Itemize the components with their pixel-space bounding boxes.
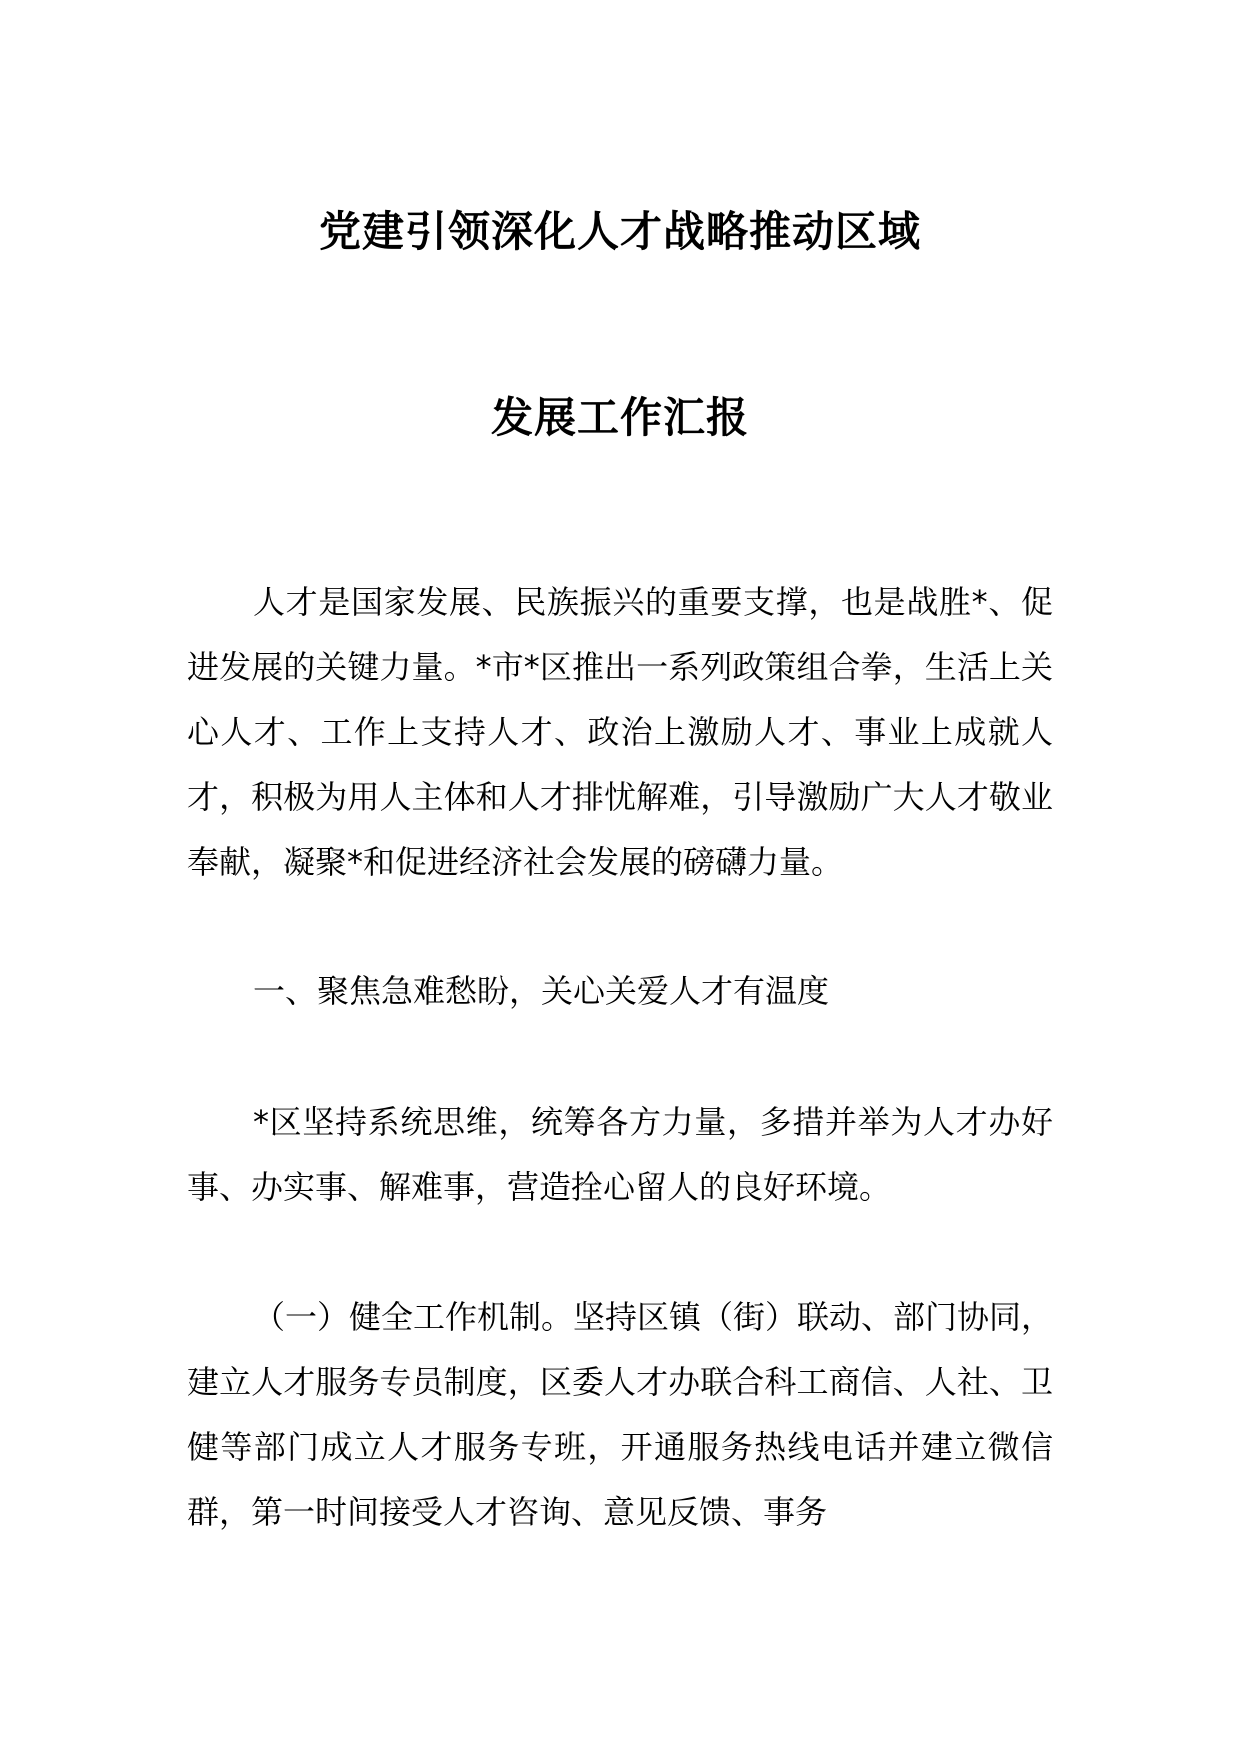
intro-paragraph: 人才是国家发展、民族振兴的重要支撑，也是战胜*、促进发展的关键力量。*市*区推出一系列政策组合拳，生活上关心人才、工作上支持人才、政治上激励人才、事业上成就人才，积极为用人主体和人才排忧解难，引导激励广大人才敬业奉献，凝聚*和促进经济社会发展的磅礴力量。: [187, 583, 1053, 881]
document-title-line-2: 发展工作汇报: [490, 393, 749, 442]
subsection-paragraph-1: （一）健全工作机制。坚持区镇（街）联动、部门协同，建立人才服务专员制度，区委人才办联合科工商信、人社、卫健等部门成立人才服务专班，开通服务热线电话并建立微信群，第一时间接受人才咨询、意见反馈、事务: [187, 1298, 1054, 1531]
document-title-line-1: 党建引领深化人才战略推动区域: [318, 207, 921, 256]
section-paragraph-1: *区坚持系统思维，统筹各方力量，多措并举为人才办好事、办实事、解难事，营造拴心留人的良好环境。: [187, 1103, 1053, 1206]
section-heading-1: 一、聚焦急难愁盼，关心关爱人才有温度: [253, 972, 830, 1010]
